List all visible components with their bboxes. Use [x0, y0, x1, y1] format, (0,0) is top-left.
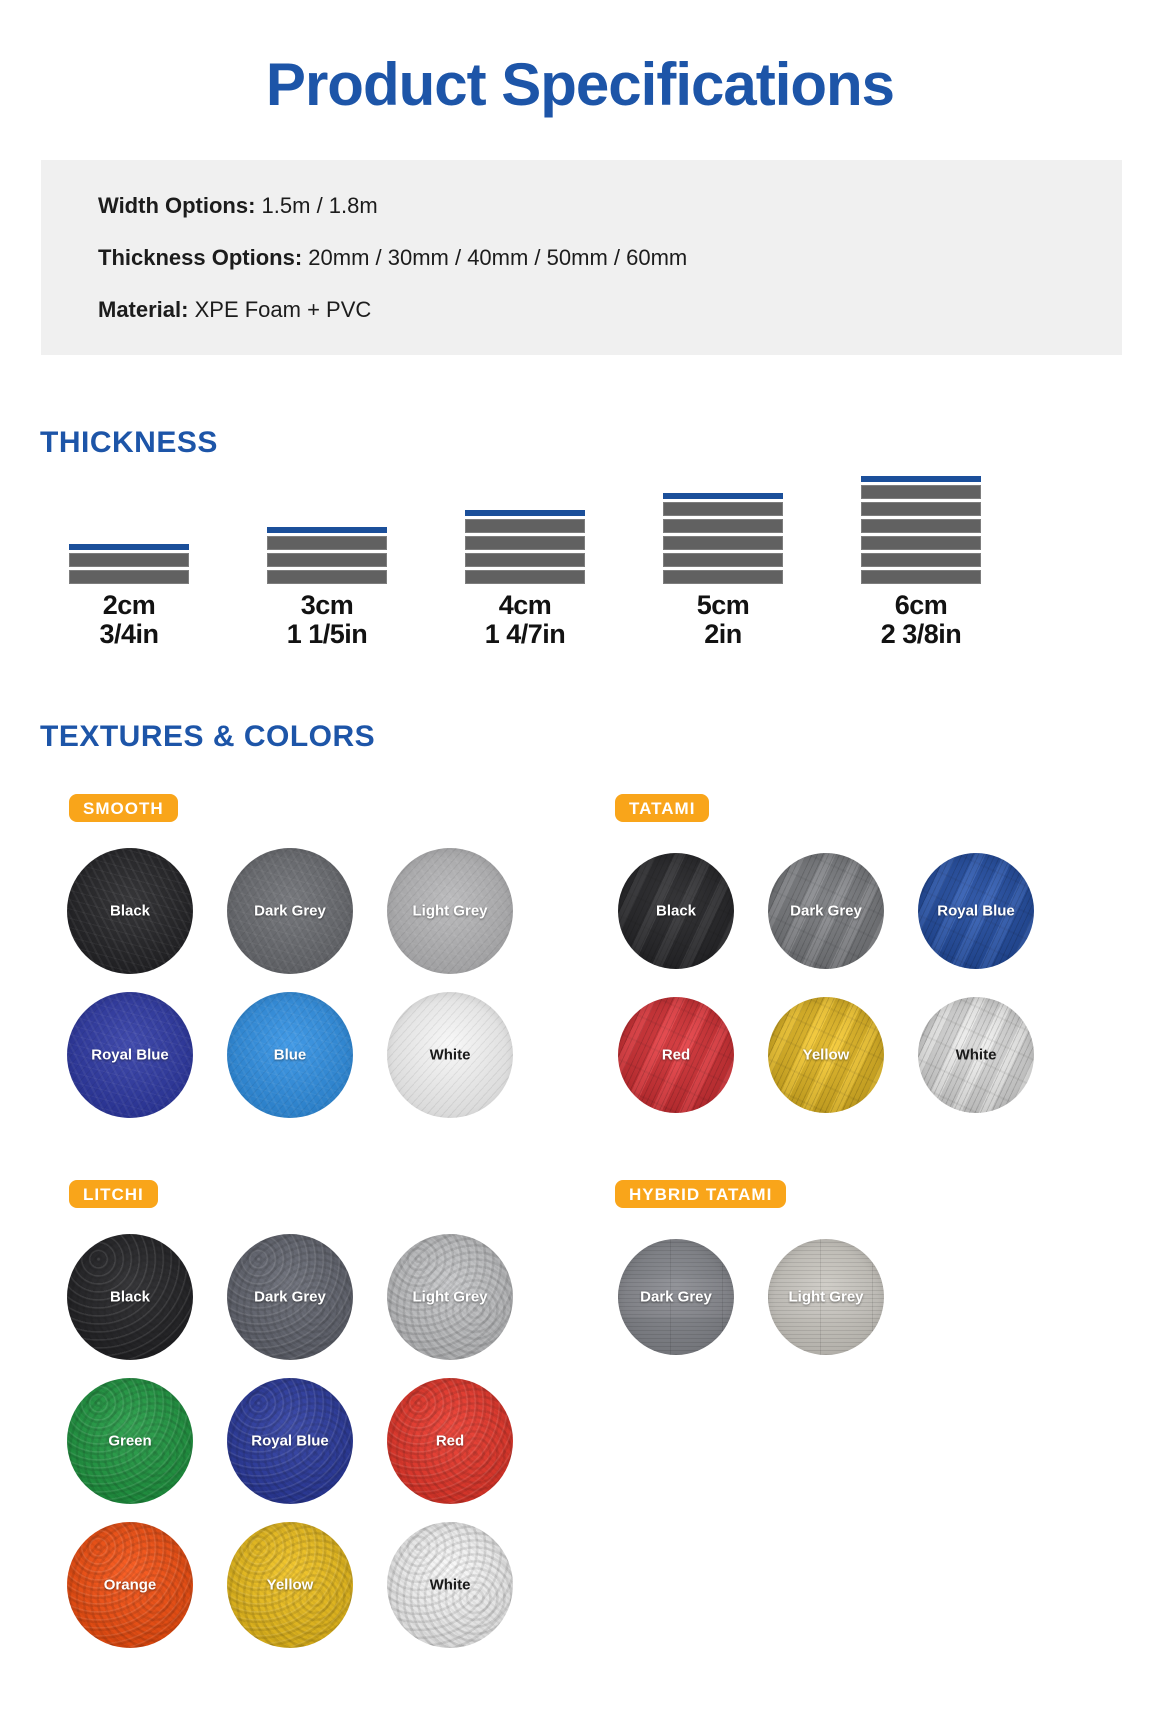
swatch-litchi-black [67, 1234, 193, 1360]
swatch-label: Orange [103, 1576, 157, 1594]
swatch-tatami-dark-grey [768, 853, 884, 969]
swatch-litchi-red [387, 1378, 513, 1504]
spec-summary-box [41, 160, 1122, 355]
thickness-option-3cm [267, 527, 387, 649]
layer-stack-graphic [267, 527, 387, 584]
section-hybrid-tatami [613, 1180, 1039, 1360]
swatch-label: White [429, 1046, 471, 1064]
swatch-label: Yellow [802, 1046, 850, 1064]
thickness-option-2cm [69, 544, 189, 649]
section-litchi [67, 1180, 513, 1648]
swatch-label: Royal Blue [91, 1046, 169, 1064]
swatch-tatami-yellow [768, 997, 884, 1113]
swatch-label: Light Grey [412, 1288, 488, 1306]
textures-right-column [613, 794, 1039, 1648]
swatch-tatami-white [918, 997, 1034, 1113]
swatch-label: Dark Grey [254, 902, 326, 920]
stack-label-inch: 3/4in [99, 619, 159, 649]
stack-label-inch: 2 3/8in [880, 619, 962, 649]
spec-line-material [98, 299, 1092, 321]
stack-label [861, 591, 981, 649]
spec-label: Width Options: [98, 193, 256, 218]
swatch-label: Dark Grey [254, 1288, 326, 1306]
stack-label-cm: 3cm [300, 590, 354, 620]
stack-label [465, 591, 585, 649]
thickness-diagram [69, 476, 1160, 649]
layer-stack-graphic [861, 476, 981, 584]
stack-label-cm: 4cm [498, 590, 552, 620]
swatch-label: Blue [273, 1046, 307, 1064]
stack-label-cm: 2cm [102, 590, 156, 620]
swatch-litchi-dark-grey [227, 1234, 353, 1360]
spec-line-width [98, 195, 1092, 217]
swatch-grid-smooth [67, 848, 513, 1118]
texture-badge-smooth: SMOOTH [69, 794, 178, 822]
swatch-hybrid-light-grey [768, 1239, 884, 1355]
swatch-label: Light Grey [788, 1288, 864, 1306]
textures-left-column [67, 794, 513, 1648]
section-tatami [613, 794, 1039, 1118]
page-title: Product Specifications [265, 51, 895, 118]
swatch-label: Light Grey [412, 902, 488, 920]
swatch-label: Dark Grey [790, 902, 862, 920]
stack-label-cm: 6cm [894, 590, 948, 620]
swatch-smooth-black [67, 848, 193, 974]
swatch-tatami-royal-blue [918, 853, 1034, 969]
swatch-label: Red [435, 1432, 465, 1450]
thickness-option-6cm [861, 476, 981, 649]
layer-stack-graphic [465, 510, 585, 584]
swatch-label: Black [109, 902, 151, 920]
swatch-hybrid-dark-grey [618, 1239, 734, 1355]
layer-stack-graphic [69, 544, 189, 584]
spec-label: Material: [98, 297, 189, 322]
swatch-label: Dark Grey [640, 1288, 712, 1306]
stack-label-cm: 5cm [696, 590, 750, 620]
swatch-smooth-light-grey [387, 848, 513, 974]
swatch-litchi-light-grey [387, 1234, 513, 1360]
swatch-grid-litchi [67, 1234, 513, 1648]
swatch-litchi-green [67, 1378, 193, 1504]
spec-label: Thickness Options: [98, 245, 303, 270]
swatch-label: Yellow [266, 1576, 314, 1594]
spec-line-thickness [98, 247, 1092, 269]
texture-badge-hybrid-tatami: HYBRID TATAMI [615, 1180, 786, 1208]
swatch-grid-tatami [613, 848, 1039, 1118]
spec-value: 1.5m / 1.8m [255, 193, 378, 218]
swatch-litchi-royal-blue [227, 1378, 353, 1504]
swatch-tatami-red [618, 997, 734, 1113]
textures-colors-heading: TEXTURES & COLORS [40, 720, 376, 753]
swatch-label: Red [661, 1046, 691, 1064]
swatch-litchi-yellow [227, 1522, 353, 1648]
stack-label-inch: 1 4/7in [484, 619, 566, 649]
textures-grid [67, 794, 1160, 1648]
texture-badge-litchi: LITCHI [69, 1180, 158, 1208]
spec-value: 20mm / 30mm / 40mm / 50mm / 60mm [302, 245, 688, 270]
swatch-label: Royal Blue [937, 902, 1015, 920]
thickness-heading: THICKNESS [40, 426, 218, 459]
swatch-litchi-orange [67, 1522, 193, 1648]
stack-label-inch: 1 1/5in [286, 619, 368, 649]
layer-stack-graphic [663, 493, 783, 584]
thickness-option-5cm [663, 493, 783, 649]
stack-label [267, 591, 387, 649]
section-smooth [67, 794, 513, 1118]
spec-value: XPE Foam + PVC [188, 297, 372, 322]
product-spec-page [0, 48, 1160, 1736]
swatch-label: Black [655, 902, 697, 920]
swatch-label: White [429, 1576, 471, 1594]
swatch-label: Black [109, 1288, 151, 1306]
texture-badge-tatami: TATAMI [615, 794, 709, 822]
stack-label [69, 591, 189, 649]
swatch-smooth-royal-blue [67, 992, 193, 1118]
thickness-option-4cm [465, 510, 585, 649]
swatch-label: Green [108, 1432, 152, 1450]
swatch-litchi-white [387, 1522, 513, 1648]
swatch-grid-hybrid-tatami [613, 1234, 1039, 1360]
swatch-smooth-white [387, 992, 513, 1118]
swatch-tatami-black [618, 853, 734, 969]
swatch-smooth-dark-grey [227, 848, 353, 974]
swatch-label: Royal Blue [251, 1432, 329, 1450]
stack-label-inch: 2in [704, 619, 742, 649]
swatch-smooth-blue [227, 992, 353, 1118]
stack-label [663, 591, 783, 649]
swatch-label: White [955, 1046, 997, 1064]
